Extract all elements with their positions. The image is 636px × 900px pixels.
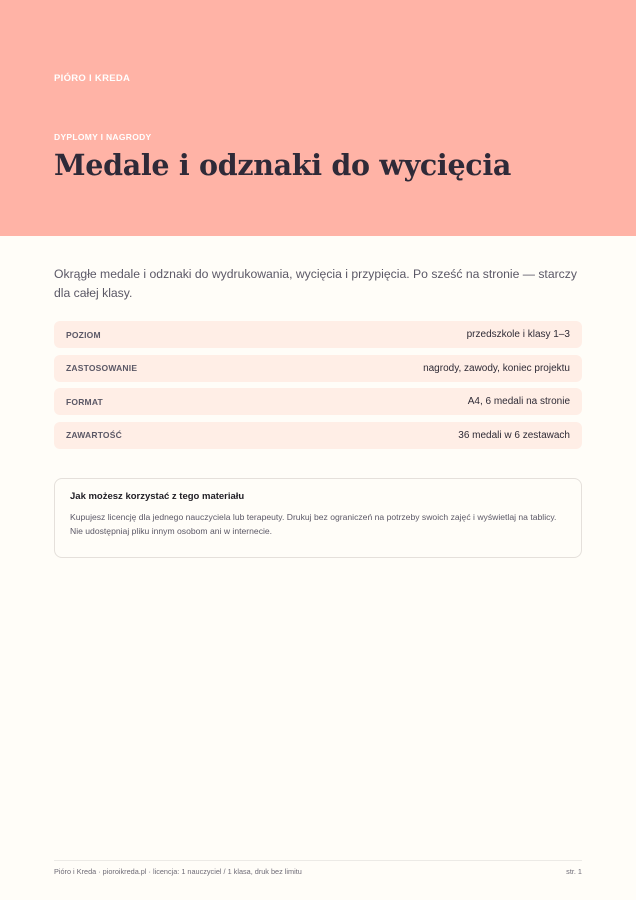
header-banner [0, 0, 636, 236]
license-text: Kupujesz licencję dla jednego nauczyciela lub terapeuty. Drukuj bez ograniczeń na potrzeby swoich zajęć i wyświetlaj na tablicy. Nie udostępniaj pliku innym osobom ani w internecie. [70, 512, 557, 536]
spec-label: ZASTOSOWANIE [66, 363, 138, 373]
license-box [54, 478, 582, 558]
spec-row-level [54, 321, 582, 348]
spec-label: POZIOM [66, 329, 101, 340]
page-title: Medale i odznaki do wycięcia [54, 148, 512, 182]
spec-list [54, 321, 582, 455]
footer-info: Pióro i Kreda · pioroikreda.pl · licencja: 1 nauczyciel / 1 klasa, druk bez limitu [54, 867, 302, 876]
brand-name: PIÓRO I KREDA [54, 73, 131, 84]
intro-text: Okrągłe medale i odznaki do wydrukowania, wycięcia i przypięcia. Po sześć na stronie — starczy dla całej klasy. [54, 267, 577, 300]
spec-label: FORMAT [66, 396, 103, 407]
spec-value: przedszkole i klasy 1–3 [466, 329, 570, 340]
spec-value: A4, 6 medali na stronie [467, 396, 570, 407]
category-label: DYPLOMY I NAGRODY [54, 132, 152, 142]
spec-label: ZAWARTOŚĆ [66, 430, 122, 440]
license-title: Jak możesz korzystać z tego materiału [70, 491, 245, 502]
spec-row-usage [54, 355, 582, 382]
spec-value: 36 medali w 6 zestawach [458, 429, 570, 441]
spec-row-contents [54, 422, 582, 449]
page-number: str. 1 [566, 867, 582, 876]
spec-row-format [54, 388, 582, 415]
page-footer [54, 860, 582, 876]
spec-value: nagrody, zawody, koniec projektu [423, 362, 570, 374]
